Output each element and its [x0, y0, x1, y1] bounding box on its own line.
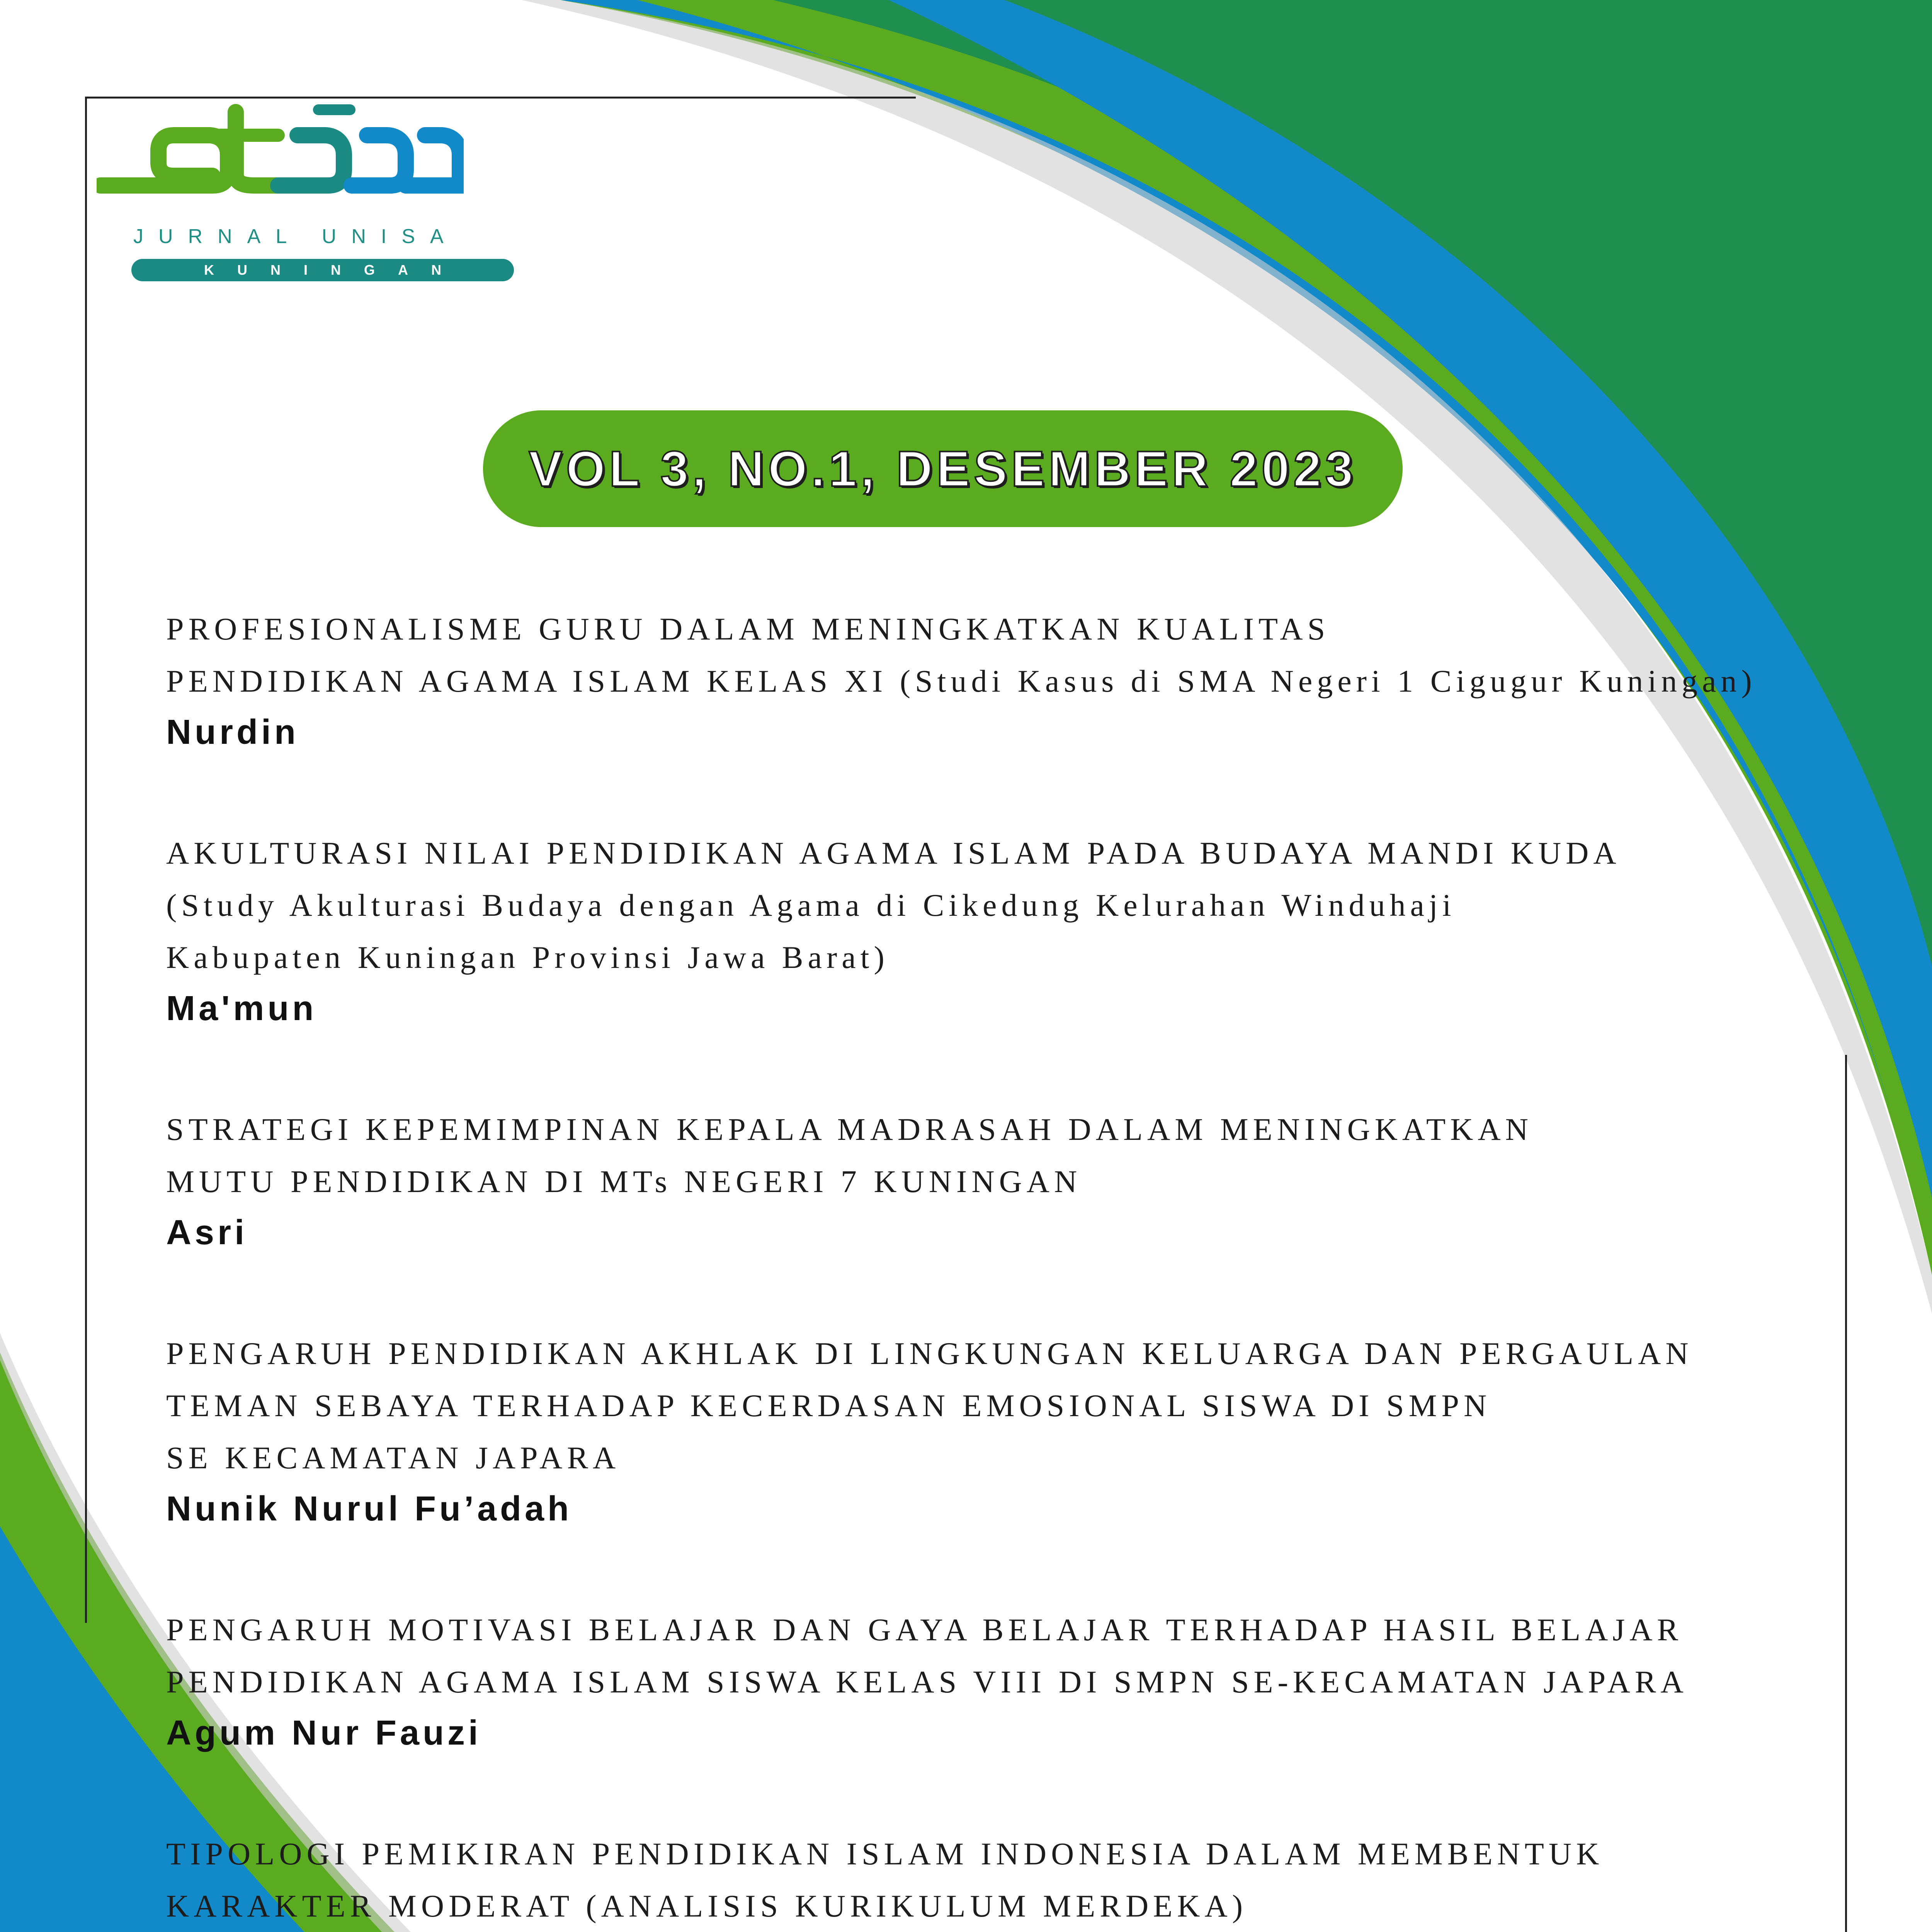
- article-author: Ma'mun: [166, 989, 317, 1028]
- article-author: Asri: [166, 1213, 248, 1252]
- article-author: Nunik Nurul Fu’adah: [166, 1490, 573, 1528]
- logo-location-pill: KUNINGAN: [131, 259, 514, 281]
- article-title-line: Kabupaten Kuningan Provinsi Jawa Barat): [166, 940, 889, 975]
- article-title-line: PROFESIONALISME GURU DALAM MENINGKATKAN KUALITAS: [166, 611, 1330, 646]
- article-list: [166, 603, 1828, 1932]
- article-title-line: PENDIDIKAN AGAMA ISLAM KELAS XI (Studi Kasus di SMA Negeri 1 Cigugur Kuningan): [166, 663, 1757, 699]
- article-title-line: KARAKTER MODERAT (ANALISIS KURIKULUM MERDEKA): [166, 1888, 1248, 1923]
- article-author: Agum Nur Fauzi: [166, 1714, 481, 1752]
- article-entry: [166, 1604, 1828, 1758]
- issue-label: VOL 3, NO.1, DESEMBER 2023: [529, 440, 1357, 497]
- journal-logo: [97, 97, 464, 282]
- article-title-line: STRATEGI KEPEMIMPINAN KEPALA MADRASAH DALAM MENINGKATKAN: [166, 1112, 1533, 1147]
- article-entry: [166, 827, 1828, 1034]
- article-title-line: PENGARUH PENDIDIKAN AKHLAK DI LINGKUNGAN KELUARGA DAN PERGAULAN: [166, 1336, 1693, 1371]
- article-entry: [166, 1103, 1828, 1258]
- article-author: Nurdin: [166, 713, 299, 752]
- issue-banner: [483, 410, 1403, 527]
- article-title-line: AKULTURASI NILAI PENDIDIKAN AGAMA ISLAM PADA BUDAYA MANDI KUDA: [166, 835, 1621, 871]
- article-title-line: MUTU PENDIDIKAN DI MTs NEGERI 7 KUNINGAN: [166, 1164, 1082, 1199]
- article-entry: [166, 603, 1828, 757]
- article-title-line: SE KECAMATAN JAPARA: [166, 1440, 621, 1475]
- article-entry: [166, 1327, 1828, 1534]
- atsar-wordmark-logo: [97, 97, 464, 205]
- article-title-line: TEMAN SEBAYA TERHADAP KECERDASAN EMOSIONAL SISWA DI SMPN: [166, 1388, 1492, 1423]
- article-title-line: PENDIDIKAN AGAMA ISLAM SISWA KELAS VIII DI SMPN SE-KECAMATAN JAPARA: [166, 1664, 1688, 1699]
- article-title-line: PENGARUH MOTIVASI BELAJAR DAN GAYA BELAJAR TERHADAP HASIL BELAJAR: [166, 1612, 1683, 1647]
- article-title-line: TIPOLOGI PEMIKIRAN PENDIDIKAN ISLAM INDONESIA DALAM MEMBENTUK: [166, 1836, 1604, 1871]
- article-entry: [166, 1828, 1828, 1932]
- article-title-line: (Study Akulturasi Budaya dengan Agama di Cikedung Kelurahan Winduhaji: [166, 888, 1456, 923]
- logo-subtitle: JURNAL UNISA: [133, 225, 459, 248]
